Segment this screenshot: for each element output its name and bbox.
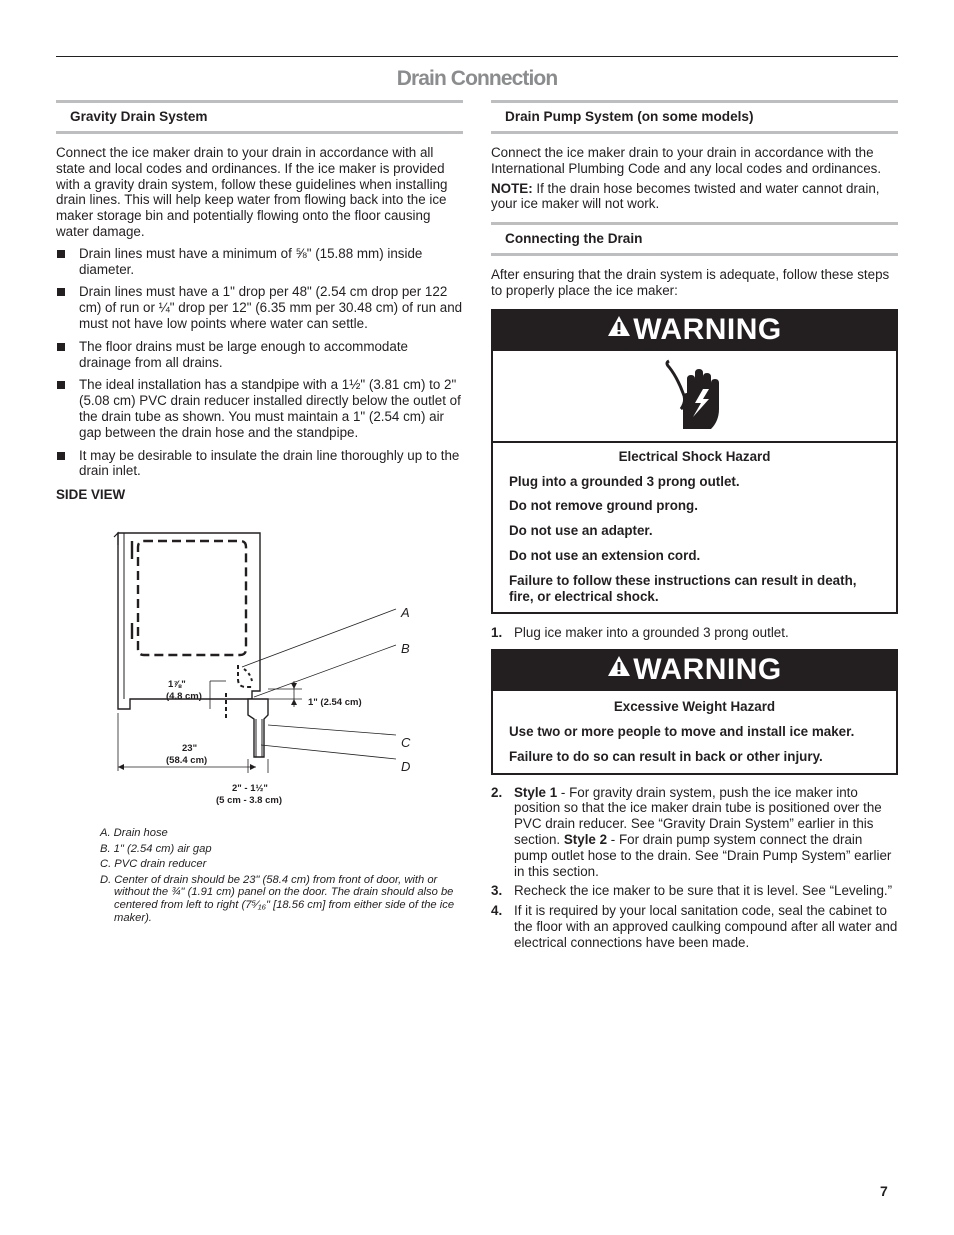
- bullet-text: Drain lines must have a 1" drop per 48" (2.54 cm drop per 122 cm) of run or ¼" drop per 12" (6.35 mm per 30.48 cm) of run and must not have low points where water can settle.: [79, 284, 463, 331]
- drain-tube-dashed: [244, 669, 252, 681]
- warning-line: Failure to follow these instructions can result in death, fire, or electrical shock.: [509, 572, 857, 604]
- style1-label: Style 1: [514, 784, 558, 800]
- warning-line: Use two or more people to move and install ice maker.: [509, 723, 855, 739]
- step-item: [491, 625, 898, 641]
- hazard-title: Electrical Shock Hazard: [618, 448, 771, 464]
- ice-maker-side-view-svg: [56, 513, 463, 823]
- warning-line: Plug into a grounded 3 prong outlet.: [509, 473, 740, 489]
- left-column: [56, 100, 463, 927]
- label-c: C: [401, 734, 411, 750]
- note-label: NOTE:: [491, 180, 533, 196]
- step-item: [491, 883, 898, 899]
- arrow-head: [291, 699, 297, 705]
- label-b: B: [401, 640, 410, 656]
- leader-a: [242, 609, 396, 667]
- arrow-head: [250, 764, 256, 770]
- step-item: [491, 903, 898, 950]
- bullet-square-icon: [57, 288, 65, 296]
- warning-body: [493, 691, 896, 772]
- arrow-head: [118, 764, 124, 770]
- dim-label-2: 2" - 1½": [232, 782, 268, 794]
- bullet-text: The ideal installation has a standpipe with a 1½" (3.81 cm) to 2" (5.08 cm) PVC drain reducer installed directly below the outlet of the drain tube as shown. You must maintain a 1" (2.54 cm) air gap between the drain hose and the standpipe.: [79, 377, 461, 440]
- shock-icon-box: [493, 351, 896, 443]
- section-heading-pump: Drain Pump System (on some models): [491, 100, 898, 134]
- legend-item: B. 1" (2.54 cm) air gap: [100, 842, 212, 855]
- section-heading-gravity: Gravity Drain System: [56, 100, 463, 134]
- note-text: If the drain hose becomes twisted and water cannot drain, your ice maker will not work.: [491, 180, 880, 212]
- step-number: 2.: [491, 784, 503, 800]
- side-view-diagram: [56, 513, 463, 823]
- step-number: 3.: [491, 883, 503, 899]
- gravity-bullets: [56, 246, 463, 479]
- bullet-text: It may be desirable to insulate the drain line thoroughly up to the drain inlet.: [79, 447, 460, 479]
- warning-triangle-icon: [607, 309, 631, 347]
- bullet-item: [56, 284, 463, 331]
- bullet-item: [56, 448, 463, 480]
- gravity-intro: Connect the ice maker drain to your drain in accordance with all state and local codes and ordinances. If the ice maker is provided with a gravity drain system, follow these guidelines when installing drain lines. This will help keep water from flowing back into the ice maker storage bin and potentially flowing onto the floor causing water damage.: [56, 145, 448, 239]
- bullet-square-icon: [57, 250, 65, 258]
- dim-label-23-cm: (58.4 cm): [166, 754, 208, 766]
- diagram-legend: [56, 827, 463, 924]
- legend-item: D. Center of drain should be 23" (58.4 cm) from front of door, with or without the ¾" (1.91 cm) panel on the door. The drain should also be centered from left to right (7⁵⁄₁₆" [18.56 cm] from either side of the ice maker).: [100, 873, 455, 924]
- bullet-text: Drain lines must have a minimum of ⅝" (15.88 mm) inside diameter.: [79, 245, 423, 277]
- dim-label-178-cm: (4.8 cm): [166, 690, 202, 702]
- bullet-item: [56, 339, 463, 371]
- drain-tube-dashed: [238, 665, 252, 687]
- warning-label: WARNING: [633, 312, 782, 346]
- warning-triangle-icon: [607, 649, 631, 687]
- storage-bin-dashed: [138, 541, 246, 655]
- connecting-text: After ensuring that the drain system is adequate, follow these steps to properly place the ice maker:: [491, 267, 890, 298]
- step-text: Recheck the ice maker to be sure that it is level. See “Leveling.”: [514, 883, 893, 899]
- legend-item: C. PVC drain reducer: [100, 858, 207, 871]
- electrical-shock-icon: [663, 359, 727, 433]
- arrow-head: [291, 683, 297, 689]
- steps-list: [491, 785, 898, 951]
- step-number: 4.: [491, 903, 503, 919]
- step-1-list: [491, 625, 898, 641]
- step-item: [491, 785, 898, 880]
- warning-box-electrical: [491, 309, 898, 615]
- bullet-square-icon: [57, 343, 65, 351]
- step-text: - For gravity drain system, push the ice maker into position so that the ice maker drain tube is positioned over the PVC drain reducer. See “Gravity Drain System” earlier in this section.: [514, 784, 882, 847]
- warning-line: Do not use an extension cord.: [509, 547, 701, 563]
- bullet-text: The floor drains must be large enough to accommodate drainage from all drains.: [79, 338, 408, 370]
- bullet-square-icon: [57, 381, 65, 389]
- step-text: Plug ice maker into a grounded 3 prong outlet.: [514, 625, 789, 641]
- note-paragraph: [491, 181, 898, 213]
- dim-label-2-cm: (5 cm - 3.8 cm): [216, 794, 282, 806]
- dim-label-gap: 1" (2.54 cm): [308, 696, 362, 708]
- step-number: 1.: [491, 625, 503, 641]
- right-column: [491, 100, 898, 955]
- label-a: A: [401, 604, 410, 620]
- legend-item: A. Drain hose: [100, 826, 168, 839]
- dim-label-178: 1⅞": [168, 678, 186, 690]
- pvc-drain-reducer: [248, 699, 268, 757]
- door-hinge-mark: [114, 533, 118, 545]
- section-heading-connecting: Connecting the Drain: [491, 222, 898, 256]
- warning-header: [493, 311, 896, 351]
- warning-line: Failure to do so can result in back or other injury.: [509, 748, 823, 764]
- pump-text: Connect the ice maker drain to your drain in accordance with the International Plumbing Code and any local codes and ordinances.: [491, 145, 882, 176]
- step-text: If it is required by your local sanitation code, seal the cabinet to the floor with an approved caulking compound after all water and electrical connections have been made.: [514, 903, 898, 950]
- warning-body: [493, 443, 896, 613]
- style2-label: Style 2: [563, 831, 608, 847]
- warning-line: Do not use an adapter.: [509, 523, 653, 539]
- warning-header: [493, 651, 896, 691]
- leader-d: [261, 745, 396, 759]
- bullet-item: [56, 377, 463, 440]
- dim-label-23: 23": [182, 742, 198, 754]
- page-title: Drain Connection: [396, 67, 558, 90]
- page-number: 7: [880, 1183, 888, 1199]
- bullet-square-icon: [57, 452, 65, 460]
- leader-c: [268, 725, 396, 735]
- top-rule: [56, 56, 898, 57]
- label-d: D: [401, 758, 411, 774]
- warning-box-weight: [491, 649, 898, 774]
- warning-label: WARNING: [633, 653, 782, 687]
- step-text: - For drain pump system connect the drain pump outlet hose to the drain. See “Drain Pump System” earlier in this section.: [514, 831, 892, 879]
- side-view-label: SIDE VIEW: [56, 487, 126, 503]
- warning-line: Do not remove ground prong.: [509, 498, 698, 514]
- hazard-title: Excessive Weight Hazard: [613, 699, 776, 715]
- bullet-item: [56, 246, 463, 278]
